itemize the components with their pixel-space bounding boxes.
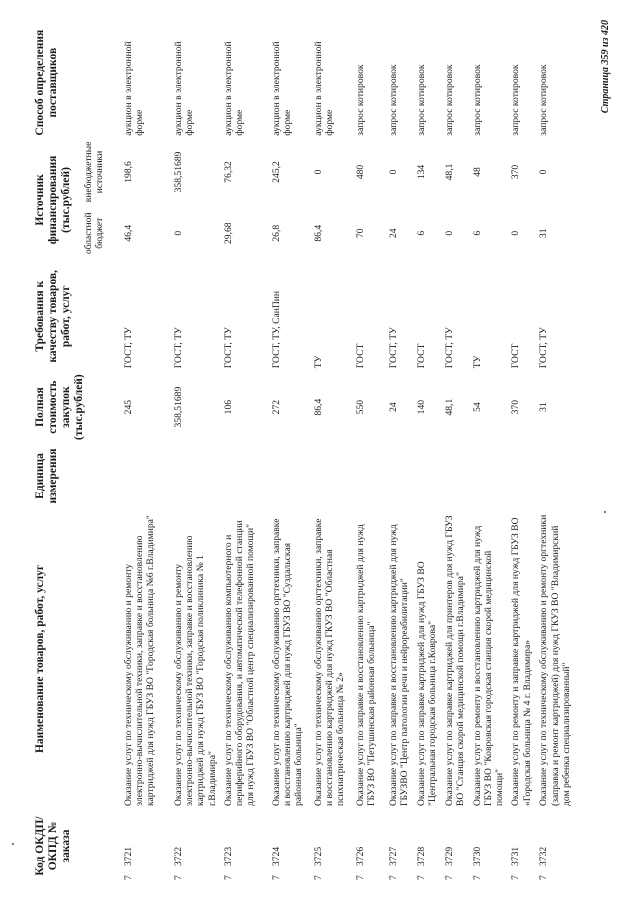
row-cost: 140 <box>415 399 427 415</box>
row-order-number: 3721 <box>123 846 134 866</box>
table-body <box>120 27 575 883</box>
row-method: аукцион в электронной форме <box>123 41 146 136</box>
row-code-prefix: 7 <box>510 875 522 880</box>
header-method: Способ определения поставщиков <box>34 29 59 136</box>
table-row <box>535 27 575 883</box>
row-order-number: 3723 <box>222 846 234 866</box>
row-extrabudget: 245,2 <box>270 161 282 183</box>
row-requirements: ГОСТ <box>415 343 427 369</box>
row-name: Оказание услуг по техническому обслуживанию оргтехники, заправке и восстановлению картриджей для нужд ГБУЗ ВО "Суздальская районная больница" <box>270 518 305 806</box>
row-code <box>385 809 413 883</box>
procurement-table <box>30 27 575 883</box>
row-code-prefix: 7 <box>222 875 234 880</box>
row-method: запрос котировок <box>510 64 522 136</box>
table-row <box>469 27 508 883</box>
row-unit <box>469 443 508 509</box>
row-code-prefix: 7 <box>270 875 282 880</box>
row-regional-budget: 24 <box>387 228 399 239</box>
page-number: Страница 359 из 420 <box>600 20 611 114</box>
row-unit <box>441 443 469 509</box>
row-requirements: ГОСТ, ТУ <box>123 327 134 369</box>
header-regional-budget: областной бюджет <box>84 212 105 255</box>
table-row <box>352 27 385 883</box>
row-regional-budget: 29,68 <box>222 222 234 245</box>
row-name: Оказание услуг по ремонту и заправке картриджей для нужд ГБУЗ ВО «Городская больница № 4 г. Владимира» <box>510 517 533 806</box>
row-extrabudget: 0 <box>387 169 399 175</box>
row-name: Оказание услуг по заправке картриджей для принтеров для нужд ГБУЗ ВО "Станция скорой медицинской помощи г.Владимира" <box>443 515 467 806</box>
table-row <box>310 27 352 883</box>
row-order-number: 3724 <box>270 846 282 866</box>
row-regional-budget: 0 <box>510 230 522 236</box>
row-regional-budget: 0 <box>173 230 184 236</box>
row-name: Оказание услуг по техническому обслуживанию и ремонту оргтехники (заправка и ремонт картриджей) для нужд ГКУЗ ВО "Владимирский дом ребенка специализированный" <box>538 514 572 806</box>
table-row <box>120 27 170 883</box>
header-unit: Единица измерения <box>34 448 59 504</box>
row-regional-budget: 86,4 <box>312 224 324 242</box>
row-cost: 86,4 <box>312 398 324 416</box>
row-code-prefix: 7 <box>123 875 134 880</box>
row-regional-budget: 46,4 <box>123 224 134 242</box>
row-cost: 272 <box>270 399 282 415</box>
row-method: аукцион в электронной форме <box>222 41 246 136</box>
row-code <box>352 809 385 883</box>
row-extrabudget: 370 <box>510 164 522 180</box>
row-method: аукцион в электронной форме <box>312 41 336 136</box>
header-funding: Источник финансирования (тыс.рублей) <box>34 155 72 245</box>
header-code: Код ОКДП/ ОКПД № заказа <box>34 816 72 876</box>
row-order-number: 3725 <box>312 846 324 866</box>
row-unit <box>220 443 268 509</box>
table-row <box>170 27 220 883</box>
row-unit <box>535 443 575 509</box>
header-extrabudget: внебюджетные источники <box>84 141 105 203</box>
table-row <box>268 27 310 883</box>
row-regional-budget: 70 <box>354 228 366 239</box>
row-unit <box>507 443 535 509</box>
row-requirements: ГОСТ <box>510 343 522 369</box>
table-row <box>413 27 441 883</box>
row-regional-budget: 31 <box>538 228 550 239</box>
row-requirements: ГОСТ, ТУ <box>173 327 184 369</box>
row-extrabudget: 198,6 <box>123 161 134 183</box>
row-extrabudget: 134 <box>415 164 427 180</box>
row-method: запрос котировок <box>538 64 550 136</box>
row-cost: 54 <box>471 402 483 412</box>
row-regional-budget: 6 <box>471 230 483 236</box>
row-code <box>310 809 352 883</box>
row-cost: 370 <box>510 399 522 415</box>
row-method: запрос котировок <box>387 64 399 136</box>
row-cost: 24 <box>387 402 399 412</box>
row-order-number: 3722 <box>173 846 184 866</box>
row-code <box>413 809 441 883</box>
row-cost: 550 <box>354 399 366 415</box>
row-requirements: ТУ <box>471 355 483 369</box>
scan-speck <box>12 843 14 845</box>
row-unit <box>268 443 310 509</box>
row-code <box>268 809 310 883</box>
row-order-number: 3727 <box>387 846 399 866</box>
row-name: Оказание услуг по техническому обслуживанию компьютерного и периферийного оборудования, и автоматической телефонной станции для нужд ГБУЗ ВО "Областной центр специализированной помощи" <box>222 520 257 806</box>
row-extrabudget: 76,32 <box>222 161 234 183</box>
header-cost: Полная стоимость закупок (тыс.рублей) <box>34 374 85 440</box>
row-name: Оказание услуг по техническому обслуживанию и ремонту электронно-вычислительной техники, заправке и восстановлению картриджей для нужд ГБУЗ ВО "Городская поликлиника № 1 г.Владимира" <box>173 535 218 806</box>
table-row <box>507 27 535 883</box>
row-method: запрос котировок <box>415 64 427 136</box>
row-order-number: 3732 <box>538 846 550 866</box>
row-extrabudget: 0 <box>312 169 324 175</box>
row-extrabudget: 358,51689 <box>173 151 184 193</box>
row-code <box>507 809 535 883</box>
row-regional-budget: 26,8 <box>270 224 282 242</box>
row-method: аукцион в электронной форме <box>173 41 196 136</box>
row-name: Оказание услуг по техническому обслуживанию оргтехники, заправке и восстановлению картриджей для нужд ГКУЗ ВО "Областная психиатрическая больница № 2» <box>312 518 347 806</box>
row-code <box>535 809 575 883</box>
table-row <box>385 27 413 883</box>
row-requirements: ТУ <box>312 355 324 369</box>
row-requirements: ГОСТ, ТУ <box>538 327 550 369</box>
row-requirements: ГОСТ, ТУ <box>387 327 399 369</box>
row-name: Оказание услуг по заправке и восстановлению картриджей для нужд ГБУЗ ВО "Петушинская районная больница" <box>354 524 378 806</box>
row-extrabudget: 48 <box>471 167 483 177</box>
row-unit <box>352 443 385 509</box>
row-method: запрос котировок <box>471 64 483 136</box>
row-name: Оказание услуг по техническому обслуживанию и ремонту электронно-вычислительной техники, заправке и восстановлению картриджей для нужд ГБУЗ ВО "Городская больница №6 г.Владимира" <box>123 515 157 806</box>
row-extrabudget: 480 <box>354 164 366 180</box>
row-unit <box>170 443 220 509</box>
row-name: Оказание услуг по заправке и восстановлению картриджей для нужд ГБУЗВО "Центр патологии речи и нейрореабилитации" <box>387 524 411 806</box>
row-requirements: ГОСТ, ТУ, СанПин <box>270 290 282 369</box>
row-order-number: 3730 <box>471 846 483 866</box>
header-name: Наименование товаров, работ, услуг <box>34 564 46 754</box>
row-unit <box>310 443 352 509</box>
row-code-prefix: 7 <box>354 875 366 880</box>
row-extrabudget: 0 <box>538 169 550 175</box>
row-order-number: 3731 <box>510 846 522 866</box>
row-code <box>469 809 508 883</box>
row-unit <box>120 443 170 509</box>
row-cost: 48,1 <box>443 398 455 416</box>
row-code <box>220 809 268 883</box>
row-name: Оказание услуг по заправке картриджей для нужд ГБУЗ ВО "Центральная городская больница г.Коврова" <box>415 561 439 806</box>
row-order-number: 3729 <box>443 846 455 866</box>
row-code-prefix: 7 <box>173 875 184 880</box>
row-code <box>441 809 469 883</box>
scan-speck <box>604 511 606 513</box>
row-method: аукцион в электронной форме <box>270 41 294 136</box>
row-requirements: ГОСТ, ТУ <box>222 327 234 369</box>
row-code-prefix: 7 <box>443 875 455 880</box>
row-regional-budget: 0 <box>443 230 455 236</box>
row-order-number: 3728 <box>415 846 427 866</box>
row-requirements: ГОСТ, ТУ <box>443 327 455 369</box>
row-order-number: 3726 <box>354 846 366 866</box>
row-regional-budget: 6 <box>415 230 427 236</box>
row-code <box>170 809 220 883</box>
row-cost: 245 <box>123 399 134 415</box>
table-row <box>220 27 268 883</box>
header-requirements: Требования к качеству товаров, работ, услуг <box>34 269 72 363</box>
row-requirements: ГОСТ <box>354 343 366 369</box>
row-code-prefix: 7 <box>415 875 427 880</box>
row-method: запрос котировок <box>354 64 366 136</box>
row-cost: 31 <box>538 402 550 412</box>
row-cost: 358,51689 <box>173 386 184 428</box>
row-unit <box>413 443 441 509</box>
row-code <box>120 809 170 883</box>
row-name: Оказание услуг по ремонту и восстановлению картриджей для нужд ГБУЗ ВО "Ковровская городская станция скорой медицинской помощи" <box>471 525 506 806</box>
row-unit <box>385 443 413 509</box>
row-code-prefix: 7 <box>312 875 324 880</box>
row-method: запрос котировок <box>443 64 455 136</box>
row-code-prefix: 7 <box>471 875 483 880</box>
row-extrabudget: 48,1 <box>443 163 455 181</box>
row-code-prefix: 7 <box>538 875 550 880</box>
row-code-prefix: 7 <box>387 875 399 880</box>
table-row <box>441 27 469 883</box>
row-cost: 106 <box>222 399 234 415</box>
